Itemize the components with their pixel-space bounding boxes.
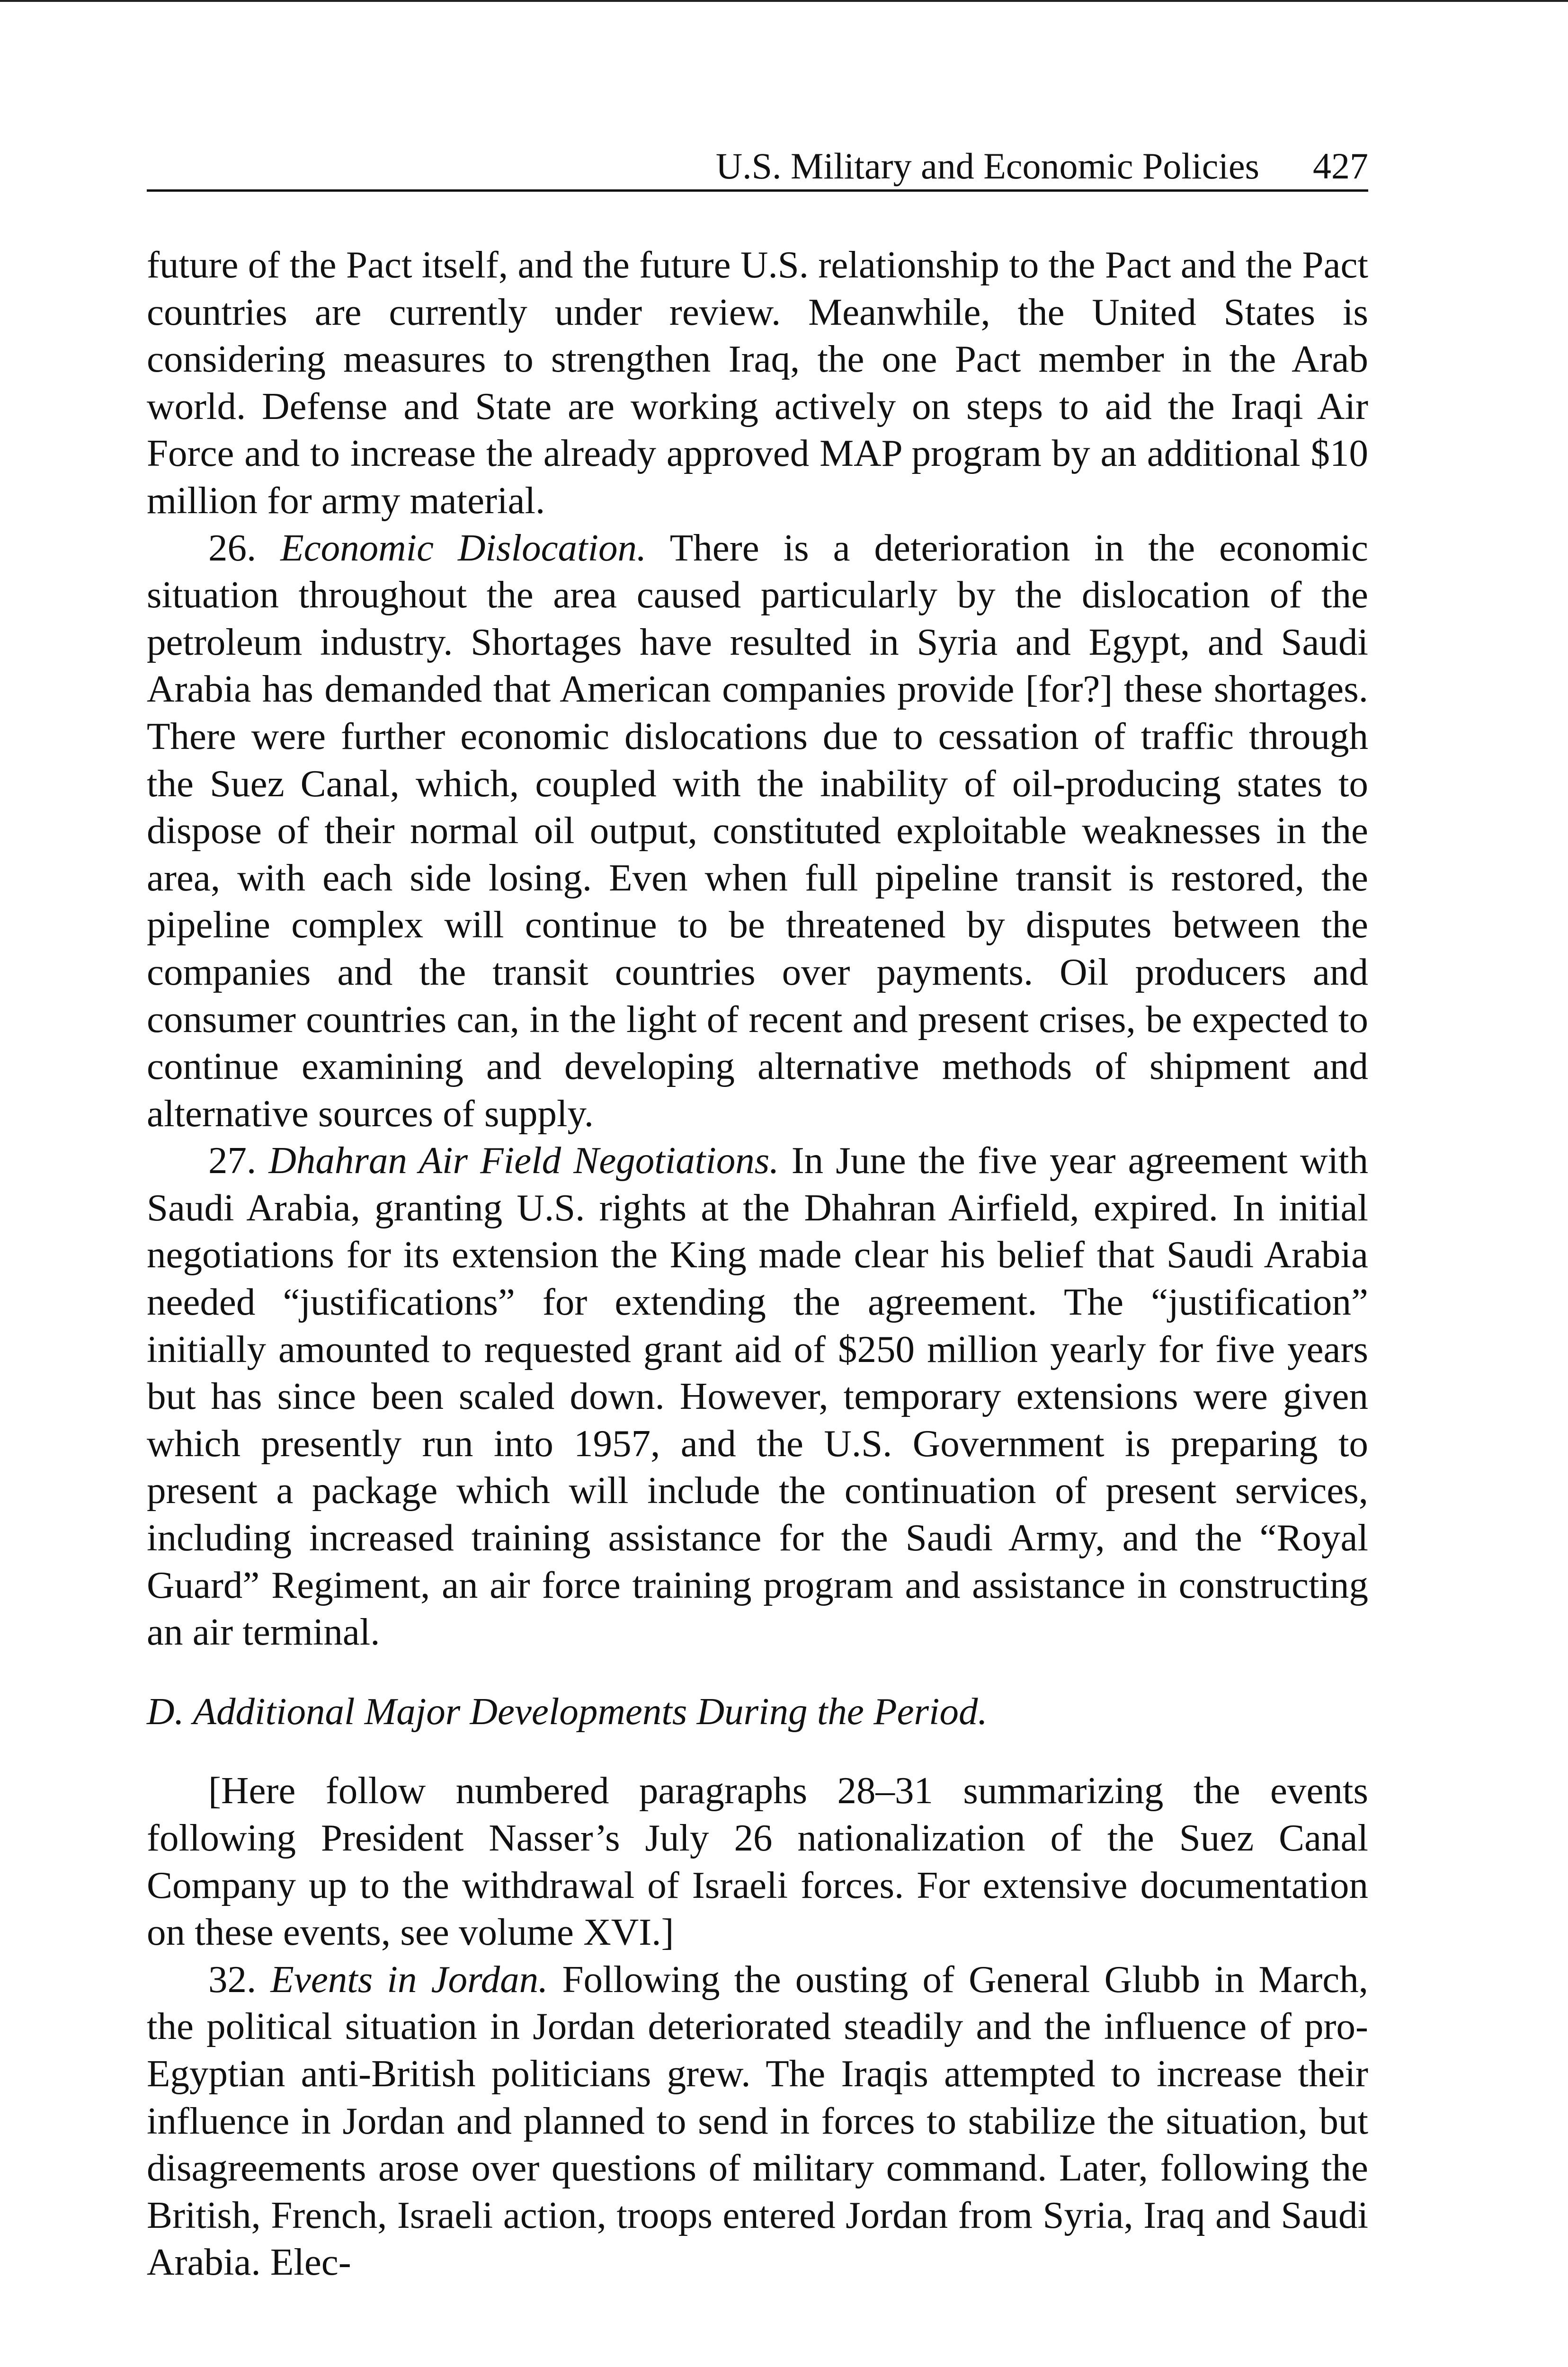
running-header [147,142,1368,192]
section-heading: D. Additional Major Developments During the Period. [147,1690,988,1733]
paragraph-26 [147,525,1368,1138]
top-border-line [0,0,1568,2]
paragraph-title: Economic Dislocation. [280,526,647,569]
paragraph-title: Dhahran Air Field Negotiations. [268,1139,779,1182]
paragraph-text: In June the five year agreement with Saudi Arabia, granting U.S. rights at the Dhahran Airfield, expired. In initial negotiations for its extension the King made clear his belief that Saudi Arabia needed “justifications” for extending the agreement. The “justification” initially amounted to requested grant aid of $250 million yearly for five years but has since been scaled down. However, temporary extensions were given which presently run into 1957, and the U.S. Government is preparing to present a package which will include the continuation of present services, including increased training assistance for the Saudi Army, and the “Royal Guard” Regiment, an air force training program and assistance in constructing an air terminal. [147,1139,1369,1654]
paragraph-27 [147,1137,1368,1656]
page-body [147,241,1368,2286]
paragraph-continued [147,241,1368,525]
paragraph-text: There is a deterioration in the economic situation throughout the area caused particularly by the dislocation of the petroleum industry. Shortages have resulted in Syria and Egypt, and Saudi Arabia has demanded that American companies provide [for?] these shortages. There were further economic dislocations due to cessation of traffic through the Suez Canal, which, coupled with the inability of oil-producing states to dispose of their normal oil output, constituted exploitable weaknesses in the area, with each side losing. Even when full pipeline transit is restored, the pipeline complex will continue to be threatened by disputes between the companies and the transit countries over payments. Oil producers and consumer countries can, in the light of recent and present crises, be expected to continue examining and developing alternative methods of shipment and alternative sources of supply. [147,526,1369,1135]
page-number: 427 [1313,145,1368,187]
paragraph-number: 26. [208,526,281,569]
paragraph-number: 27. [208,1139,269,1182]
editorial-note: [Here follow numbered paragraphs 28–31 summarizing the events following President Nasser’s July 26 nationalization of the Suez Canal Company up to the withdrawal of Israeli forces. For extensive documentation on these events, see volume XVI.] [147,1769,1368,1954]
paragraph-text: Following the ousting of General Glubb in March, the political situation in Jordan deteriorated steadily and the influence of pro-Egyptian anti-British politicians grew. The Iraqis attempted to increase their influence in Jordan and planned to send in forces to stabilize the situation, but disagreements arose over questions of military command. Later, following the British, French, Israeli action, troops entered Jordan from Syria, Iraq and Saudi Arabia. Elec- [147,1958,1369,2284]
paragraph-number: 32. [208,1958,271,2001]
paragraph-text: future of the Pact itself, and the future U.S. relationship to the Pact and the Pact countries are currently under review. Meanwhile, the United States is considering measures to strengthen Iraq, the one Pact member in the Arab world. Defense and State are working actively on steps to aid the Iraqi Air Force and to increase the already approved MAP program by an additional $10 million for army material. [147,243,1368,522]
running-title: U.S. Military and Economic Policies [715,145,1259,187]
paragraph-title: Events in Jordan. [270,1958,548,2001]
paragraph-32 [147,1956,1368,2286]
